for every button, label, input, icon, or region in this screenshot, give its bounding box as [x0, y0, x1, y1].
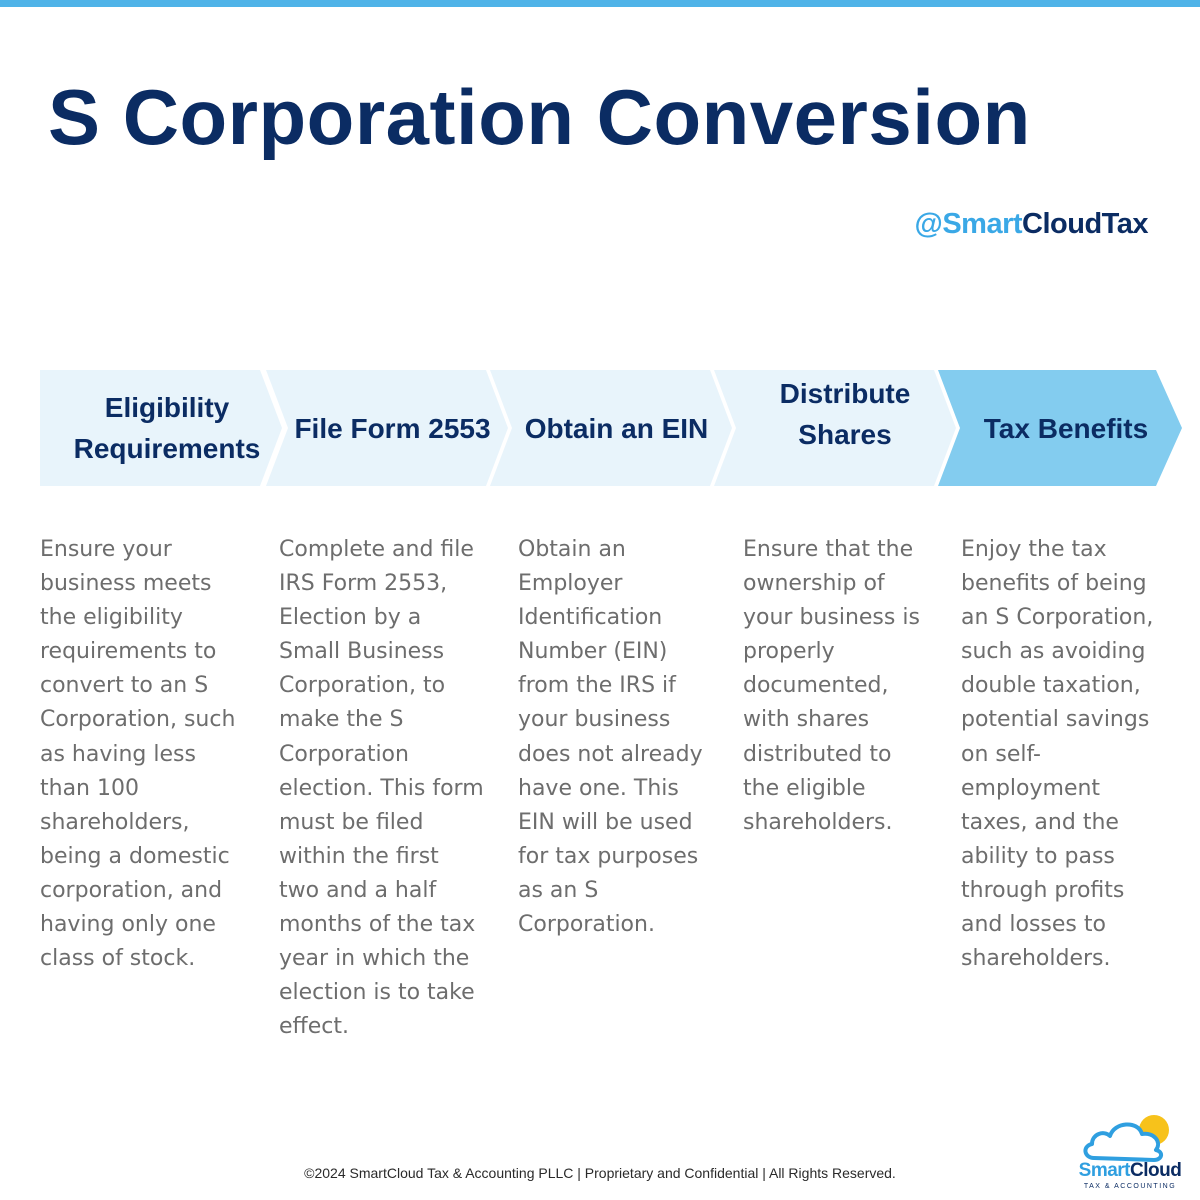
logo-wordmark — [1072, 1160, 1188, 1182]
step-description-tax-benefits: Enjoy the tax benefits of being an S Corporation, such as avoiding double taxation, potential savings on self-employment taxes, and the ability to pass through profits and losses to shareholders. — [961, 537, 1154, 972]
step-description-eligibility: Ensure your business meets the eligibility requirements to convert to an S Corporation, such as having less than 100 shareholders, being a domestic corporation, and having only one class of stock. — [40, 537, 236, 972]
step-description-distribute-shares: Ensure that the ownership of your business is properly documented, with shares distributed to the eligible shareholders. — [743, 537, 920, 835]
step-label-tax-benefits: Tax Benefits — [983, 412, 1149, 444]
step-label-file-form: File Form 2553 — [294, 412, 491, 444]
step-label-distribute-shares: Distribute Shares — [779, 378, 911, 450]
logo-suffix: Cloud — [1130, 1160, 1182, 1181]
copyright-footer: ©2024 SmartCloud Tax & Accounting PLLC | Proprietary and Confidential | All Rights Reserved. — [304, 1165, 896, 1181]
step-description-obtain-ein: Obtain an Employer Identification Number (EIN) from the IRS if your business does not already have one. This EIN will be used for tax purposes as an S Corporation. — [518, 537, 703, 938]
page-title: S Corporation Conversion — [48, 73, 1031, 161]
step-label-obtain-ein: Obtain an EIN — [524, 412, 709, 444]
logo-tagline: TAX & ACCOUNTING — [1083, 1183, 1177, 1190]
step-label-eligibility: Eligibility Requirements — [73, 392, 261, 464]
step-description-file-form: Complete and file IRS Form 2553, Election by a Small Business Corporation, to make the S Corporation election. This form must be filed within the first two and a half months of the tax year in which the election is to take effect. — [279, 537, 484, 1040]
logo-prefix: Smart — [1078, 1160, 1131, 1181]
handle-suffix: CloudTax — [1022, 208, 1148, 240]
handle-prefix: @Smart — [914, 208, 1023, 240]
